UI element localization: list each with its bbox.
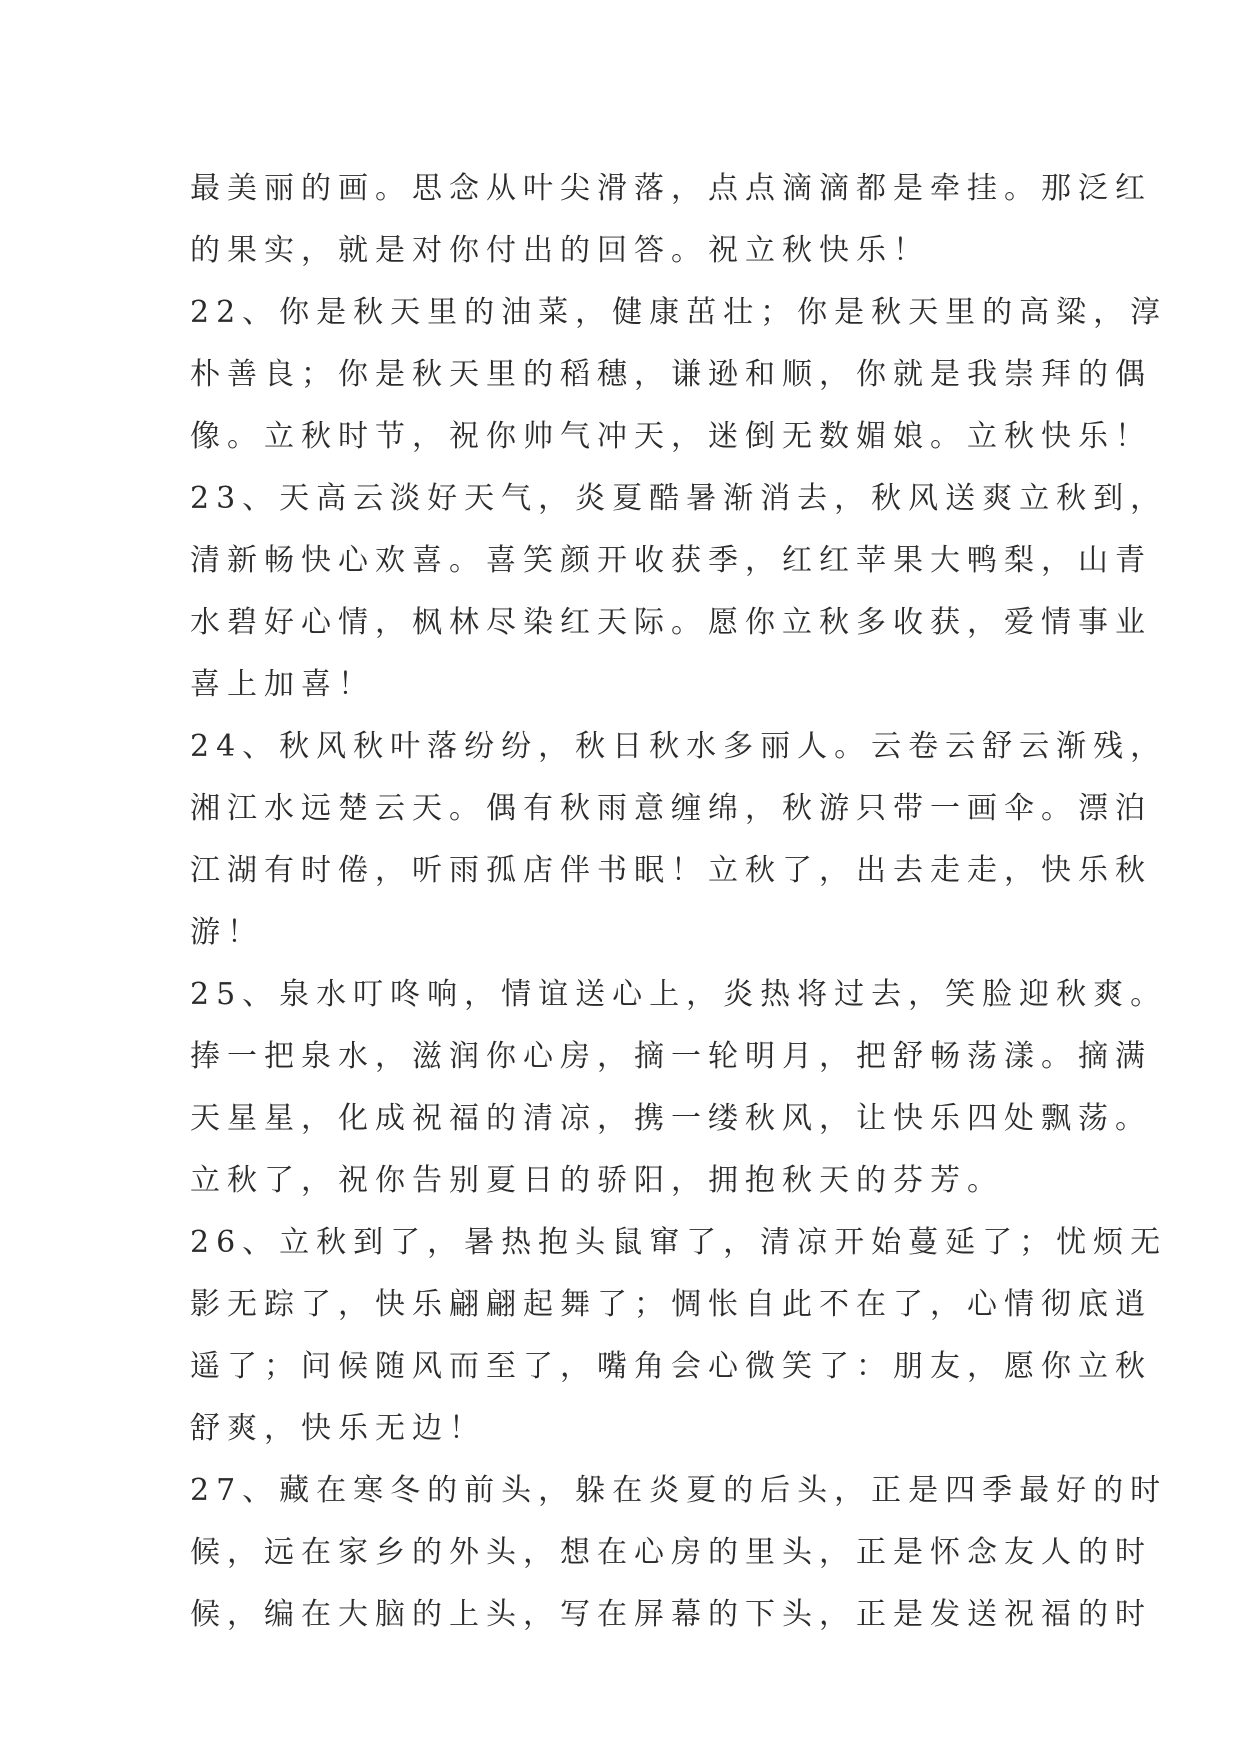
text-line: 候，远在家乡的外头，想在心房的里头，正是怀念友人的时 [190,1535,1152,1570]
text-line: 25、泉水叮咚响，情谊送心上，炎热将过去，笑脸迎秋爽。 [190,977,1168,1012]
text-line: 像。立秋时节，祝你帅气冲天，迷倒无数媚娘。立秋快乐！ [190,419,1152,454]
text-line: 江湖有时倦，听雨孤店伴书眠！立秋了，出去走走，快乐秋 [190,853,1152,888]
text-line: 23、天高云淡好天气，炎夏酷暑渐消去，秋风送爽立秋到， [190,481,1168,516]
text-line: 候，编在大脑的上头，写在屏幕的下头，正是发送祝福的时 [190,1597,1152,1632]
document-body [190,158,1168,1646]
text-line: 朴善良；你是秋天里的稻穗，谦逊和顺，你就是我崇拜的偶 [190,357,1152,392]
text-line: 清新畅快心欢喜。喜笑颜开收获季，红红苹果大鸭梨，山青 [190,543,1152,578]
text-line: 水碧好心情，枫林尽染红天际。愿你立秋多收获，爱情事业 [190,605,1152,640]
text-line: 喜上加喜！ [190,667,375,702]
text-line: 24、秋风秋叶落纷纷，秋日秋水多丽人。云卷云舒云渐残， [190,729,1168,764]
text-line: 游！ [190,915,264,950]
text-line: 26、立秋到了，暑热抱头鼠窜了，清凉开始蔓延了；忧烦无 [190,1225,1168,1260]
text-line: 最美丽的画。思念从叶尖滑落，点点滴滴都是牵挂。那泛红 [190,171,1152,206]
text-line: 的果实，就是对你付出的回答。祝立秋快乐！ [190,233,930,268]
text-line: 捧一把泉水，滋润你心房，摘一轮明月，把舒畅荡漾。摘满 [190,1039,1152,1074]
text-line: 天星星，化成祝福的清凉，携一缕秋风，让快乐四处飘荡。 [190,1101,1152,1136]
text-line: 22、你是秋天里的油菜，健康茁壮；你是秋天里的高粱，淳 [190,295,1168,330]
text-line: 立秋了，祝你告别夏日的骄阳，拥抱秋天的芬芳。 [190,1163,1004,1198]
text-line: 遥了；问候随风而至了，嘴角会心微笑了：朋友，愿你立秋 [190,1349,1152,1384]
text-line: 影无踪了，快乐翩翩起舞了；惆怅自此不在了，心情彻底逍 [190,1287,1152,1322]
text-line: 舒爽，快乐无边！ [190,1411,486,1446]
text-line: 27、藏在寒冬的前头，躲在炎夏的后头，正是四季最好的时 [190,1473,1168,1508]
text-line: 湘江水远楚云天。偶有秋雨意缠绵，秋游只带一画伞。漂泊 [190,791,1152,826]
